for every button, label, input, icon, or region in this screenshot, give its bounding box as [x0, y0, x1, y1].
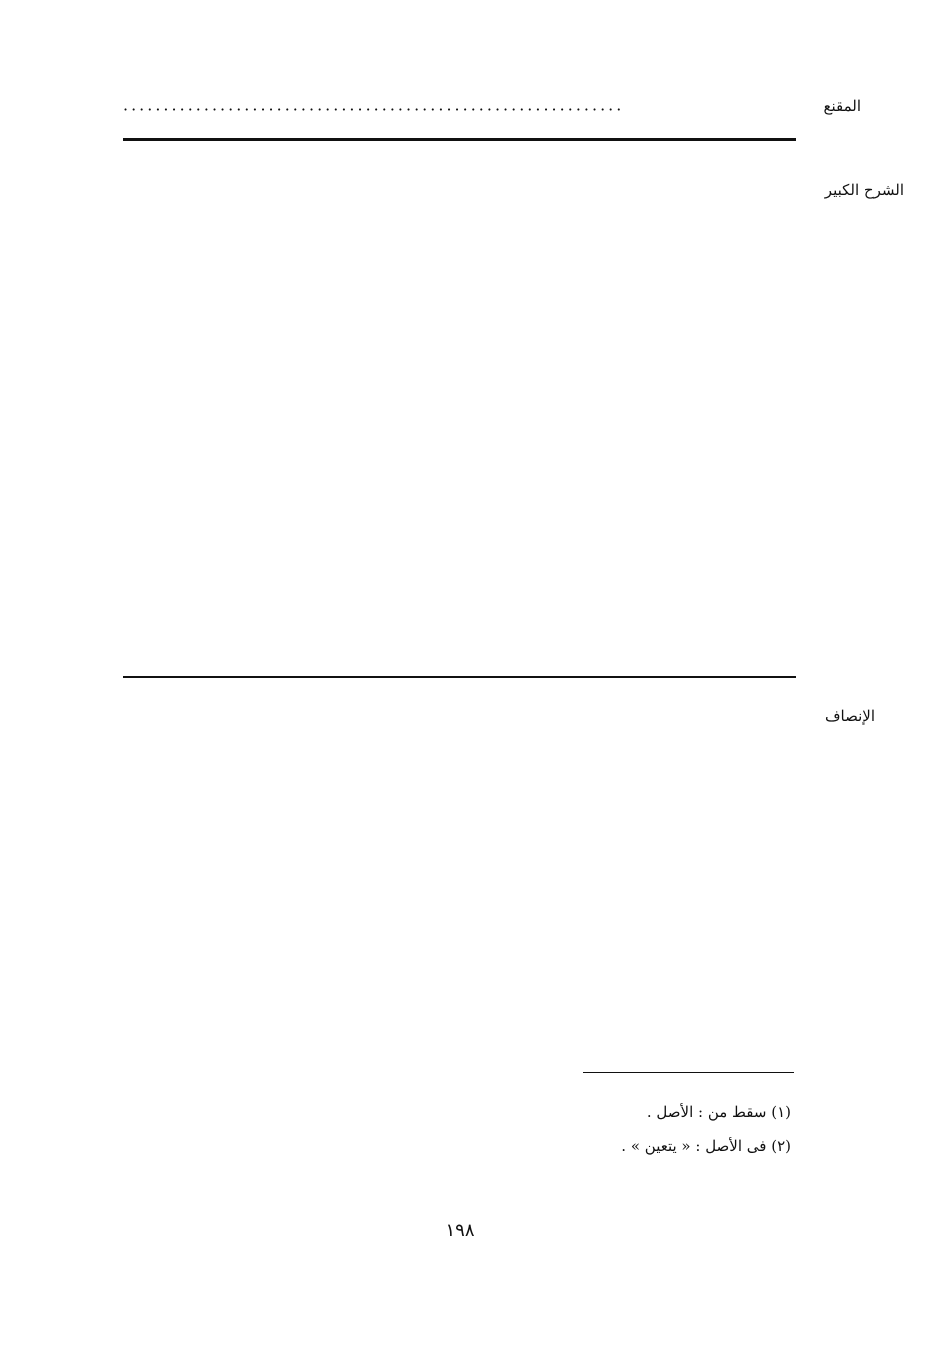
header-book-label: المقنع — [823, 97, 861, 115]
insaf-section-label: الإنصاف — [824, 707, 875, 725]
section-divider — [123, 676, 796, 678]
sharh-section-label: الشرح الكبير — [824, 181, 904, 199]
footnote-rule — [583, 1072, 794, 1073]
header-rule — [123, 138, 796, 141]
page-number: ١٩٨ — [445, 1220, 475, 1241]
header-dotted-leader: ······························································ — [123, 100, 625, 119]
footnote-1: (١) سقط من : الأصل . — [646, 1103, 791, 1121]
footnote-2: (٢) فى الأصل : « يتعين » . — [621, 1137, 791, 1155]
